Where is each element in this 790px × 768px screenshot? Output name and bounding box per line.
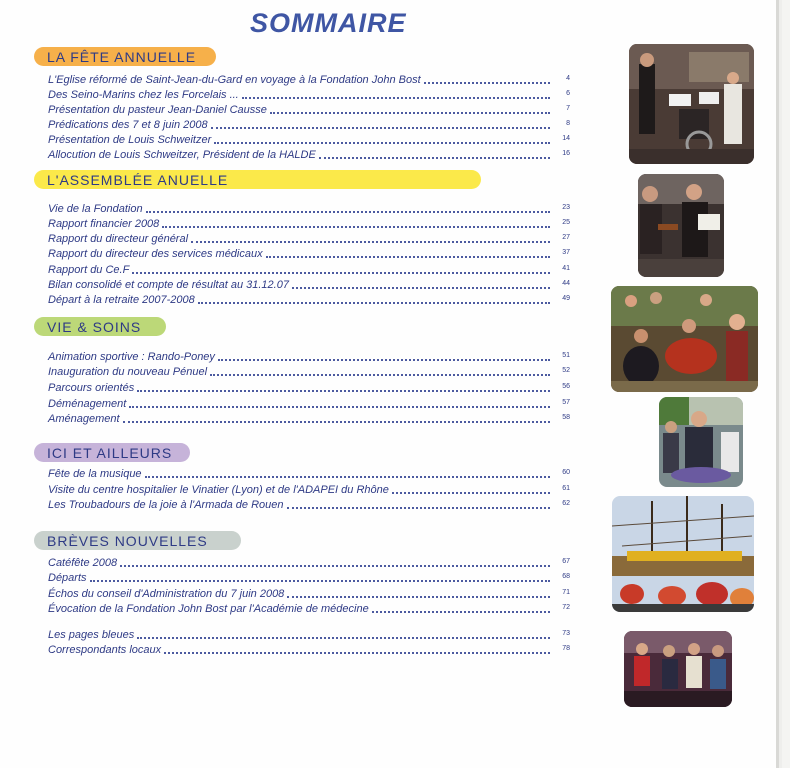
- toc-leader-dots: [424, 82, 550, 84]
- toc-leader-dots: [372, 611, 550, 613]
- toc-entry-label: Rapport du Ce.F: [48, 264, 130, 276]
- toc-entry-label: Bilan consolidé et compte de résultat au 31.12.07: [48, 279, 289, 291]
- toc-entry-label: Les Troubadours de la joie à l'Armada de Rouen: [48, 499, 284, 511]
- toc-entry-label: Visite du centre hospitalier le Vinatier (Lyon) et de l'ADAPEI du Rhône: [48, 484, 389, 496]
- toc-entry: [48, 643, 570, 657]
- toc-entry: [48, 412, 570, 426]
- toc-page-number: 14: [562, 135, 570, 142]
- toc-page-number: 49: [562, 295, 570, 302]
- toc-page-number: 52: [562, 367, 570, 374]
- photo-orchestra-concert: [629, 44, 754, 164]
- toc-page-number: 51: [562, 352, 570, 359]
- photo-armada-ship: [612, 496, 754, 612]
- toc-entry-label: Fête de la musique: [48, 468, 142, 480]
- page-title: SOMMAIRE: [250, 8, 407, 38]
- toc-entry: [48, 365, 570, 379]
- toc-entry: [48, 602, 570, 616]
- toc-page-number: 7: [566, 105, 570, 112]
- toc-page-number: 57: [562, 399, 570, 406]
- section-heading-fete: LA FÊTE ANNUELLE: [34, 47, 216, 66]
- toc-entry-label: Départ à la retraite 2007-2008: [48, 294, 195, 306]
- toc-entry: [48, 628, 570, 642]
- toc-leader-dots: [129, 406, 550, 408]
- toc-leader-dots: [191, 241, 550, 243]
- toc-page-number: 68: [562, 573, 570, 580]
- toc-entry-label: Catéfête 2008: [48, 557, 118, 569]
- section-heading-breves: BRÈVES NOUVELLES: [34, 531, 241, 550]
- toc-page-number: 60: [562, 469, 570, 476]
- toc-entry-label: Présentation du pasteur Jean-Daniel Causse: [48, 104, 267, 116]
- toc-page-number: 73: [562, 630, 570, 637]
- toc-leader-dots: [198, 302, 550, 304]
- toc-entry: [48, 247, 570, 261]
- toc-page-number: 44: [562, 280, 570, 287]
- section-heading-assemblee: L'ASSEMBLÉE ANUELLE: [34, 170, 481, 189]
- section-heading-vie-soins: VIE & SOINS: [34, 317, 166, 336]
- toc-entry-label: Rapport du directeur des services médicaux: [48, 248, 263, 260]
- toc-entry: [48, 467, 570, 481]
- toc-entry: [48, 88, 570, 102]
- toc-entry-label: Évocation de la Fondation John Bost par l'Académie de médecine: [48, 603, 369, 615]
- toc-entry-label: Échos du conseil d'Administration du 7 juin 2008: [48, 588, 285, 600]
- toc-page-number: 16: [562, 150, 570, 157]
- toc-entry-label: Présentation de Louis Schweitzer: [48, 134, 212, 146]
- toc-leader-dots: [120, 565, 550, 567]
- photo-violin-players: [638, 174, 724, 277]
- toc-leader-dots: [392, 492, 550, 494]
- toc-page-number: 62: [562, 500, 570, 507]
- toc-leader-dots: [319, 157, 550, 159]
- toc-entry: [48, 556, 570, 570]
- toc-page-number: 27: [562, 234, 570, 241]
- toc-entry: [48, 103, 570, 117]
- toc-leader-dots: [123, 421, 550, 423]
- section-heading-ici-ailleurs: ICI ET AILLEURS: [34, 443, 190, 462]
- toc-leader-dots: [266, 256, 550, 258]
- toc-entry: [48, 118, 570, 132]
- toc-entry: [48, 293, 570, 307]
- toc-entry-label: Aménagement: [48, 413, 120, 425]
- toc-page-number: 25: [562, 219, 570, 226]
- toc-entry: [48, 571, 570, 585]
- toc-leader-dots: [292, 287, 550, 289]
- toc-entry: [48, 278, 570, 292]
- toc-page-number: 6: [566, 90, 570, 97]
- toc-entry: [48, 133, 570, 147]
- toc-page-number: 61: [562, 485, 570, 492]
- photo-musicians-group: [624, 631, 732, 707]
- toc-leader-dots: [132, 272, 550, 274]
- toc-leader-dots: [137, 637, 550, 639]
- toc-page-number: 56: [562, 383, 570, 390]
- toc-entry-label: Rapport du directeur général: [48, 233, 189, 245]
- toc-entry: [48, 587, 570, 601]
- toc-leader-dots: [164, 652, 550, 654]
- toc-leader-dots: [287, 507, 551, 509]
- toc-entry: [48, 202, 570, 216]
- toc-entry-label: Des Seino-Marins chez les Forcelais ...: [48, 89, 239, 101]
- toc-page-number: 37: [562, 249, 570, 256]
- toc-entry: [48, 483, 570, 497]
- toc-entry-label: Rapport financier 2008: [48, 218, 160, 230]
- toc-leader-dots: [287, 596, 550, 598]
- toc-leader-dots: [210, 374, 550, 376]
- toc-entry-label: Correspondants locaux: [48, 644, 162, 656]
- toc-leader-dots: [218, 359, 550, 361]
- toc-entry: [48, 232, 570, 246]
- toc-entry: [48, 217, 570, 231]
- toc-entry-label: Départs: [48, 572, 87, 584]
- toc-entry: [48, 397, 570, 411]
- toc-leader-dots: [145, 476, 550, 478]
- toc-page-number: 8: [566, 120, 570, 127]
- photo-dancers-festival: [611, 286, 758, 392]
- toc-page-number: 67: [562, 558, 570, 565]
- toc-entry: [48, 350, 570, 364]
- toc-leader-dots: [214, 142, 550, 144]
- toc-entry-label: Animation sportive : Rando-Poney: [48, 351, 215, 363]
- toc-page-number: 58: [562, 414, 570, 421]
- toc-entry-label: Inauguration du nouveau Pénuel: [48, 366, 208, 378]
- toc-entry: [48, 148, 570, 162]
- toc-entry: [48, 498, 570, 512]
- toc-page-number: 4: [566, 75, 570, 82]
- toc-entry-label: Les pages bleues: [48, 629, 135, 641]
- toc-leader-dots: [211, 127, 550, 129]
- toc-entry: [48, 73, 570, 87]
- toc-entry-label: Vie de la Fondation: [48, 203, 143, 215]
- toc-entry-label: Parcours orientés: [48, 382, 135, 394]
- toc-entry: [48, 381, 570, 395]
- photo-music-performer: [659, 397, 743, 487]
- toc-page-number: 71: [562, 589, 570, 596]
- toc-leader-dots: [137, 390, 550, 392]
- toc-page-number: 78: [562, 645, 570, 652]
- toc-leader-dots: [146, 211, 550, 213]
- toc-leader-dots: [162, 226, 550, 228]
- toc-page-number: 23: [562, 204, 570, 211]
- toc-entry: [48, 263, 570, 277]
- toc-entry-label: Allocution de Louis Schweitzer, Président de la HALDE: [48, 149, 316, 161]
- toc-entry-label: Prédications des 7 et 8 juin 2008: [48, 119, 208, 131]
- toc-entry-label: Déménagement: [48, 398, 127, 410]
- toc-leader-dots: [242, 97, 550, 99]
- toc-page-number: 72: [562, 604, 570, 611]
- toc-page-number: 41: [562, 265, 570, 272]
- toc-entry-label: L'Eglise réformé de Saint-Jean-du-Gard en voyage à la Fondation John Bost: [48, 74, 421, 86]
- toc-leader-dots: [90, 580, 550, 582]
- toc-leader-dots: [270, 112, 550, 114]
